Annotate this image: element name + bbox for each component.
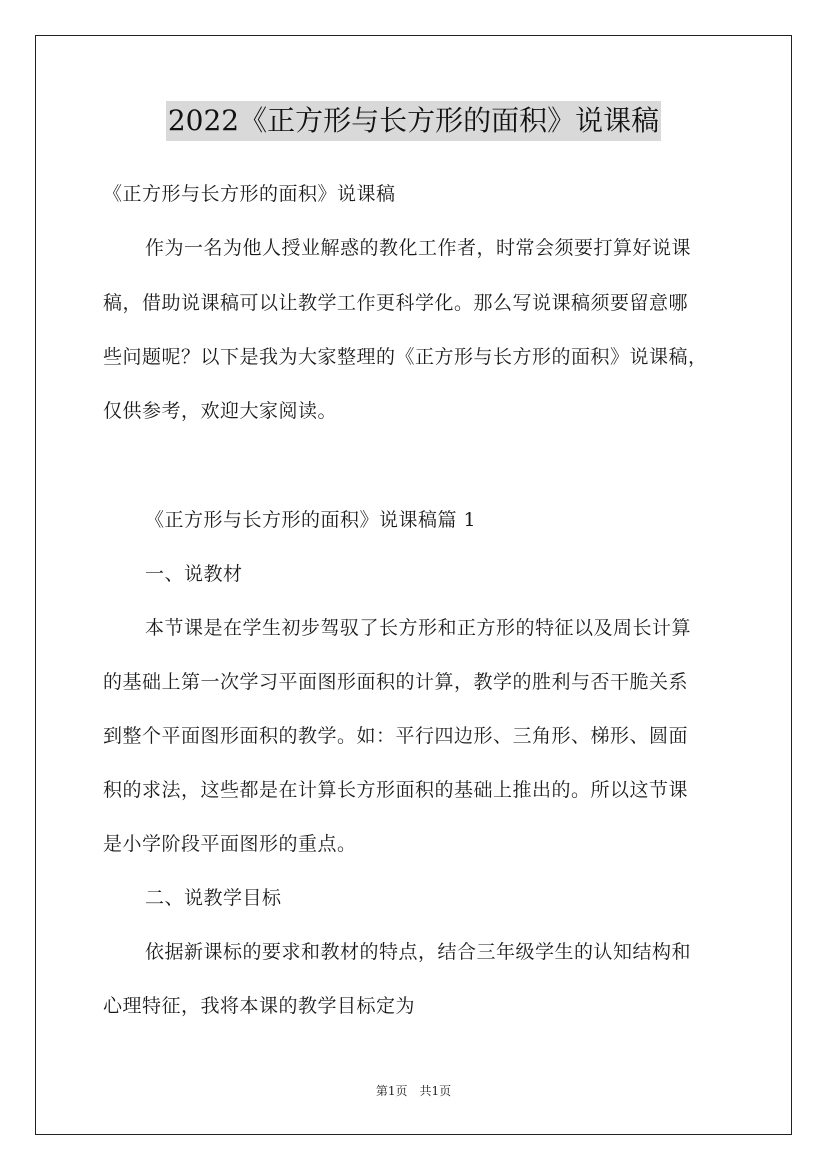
paragraph-line: 到整个平面图形面积的教学。如：平行四边形、三角形、梯形、圆面 bbox=[103, 725, 689, 747]
document-title: 2022《正方形与长方形的面积》说课稿 bbox=[166, 101, 661, 141]
section-heading: 一、说教材 bbox=[145, 563, 243, 585]
paragraph-line: 积的求法，这些都是在计算长方形面积的基础上推出的。所以这节课 bbox=[103, 779, 689, 801]
paragraph-line: 心理特征，我将本课的教学目标定为 bbox=[103, 995, 416, 1017]
paragraph-line: 是小学阶段平面图形的重点。 bbox=[103, 833, 357, 855]
paragraph-line: 作为一名为他人授业解惑的教化工作者，时常会须要打算好说课 bbox=[145, 237, 692, 259]
paragraph-line: 些问题呢？以下是我为大家整理的《正方形与长方形的面积》说课稿， bbox=[103, 346, 708, 368]
title-container bbox=[0, 101, 827, 141]
section-heading: 《正方形与长方形的面积》说课稿篇 1 bbox=[145, 509, 477, 531]
subtitle-line: 《正方形与长方形的面积》说课稿 bbox=[103, 183, 396, 205]
paragraph-line: 的基础上第一次学习平面图形面积的计算，教学的胜利与否干脆关系 bbox=[103, 671, 689, 693]
section-heading: 二、说教学目标 bbox=[145, 887, 282, 909]
paragraph-line: 仅供参考，欢迎大家阅读。 bbox=[103, 400, 338, 422]
paragraph-line: 本节课是在学生初步驾驭了长方形和正方形的特征以及周长计算 bbox=[145, 617, 692, 639]
page-footer: 第1页 共1页 bbox=[375, 1084, 452, 1098]
paragraph-line: 稿，借助说课稿可以让教学工作更科学化。那么写说课稿须要留意哪 bbox=[103, 292, 689, 314]
paragraph-line: 依据新课标的要求和教材的特点，结合三年级学生的认知结构和 bbox=[145, 941, 692, 963]
